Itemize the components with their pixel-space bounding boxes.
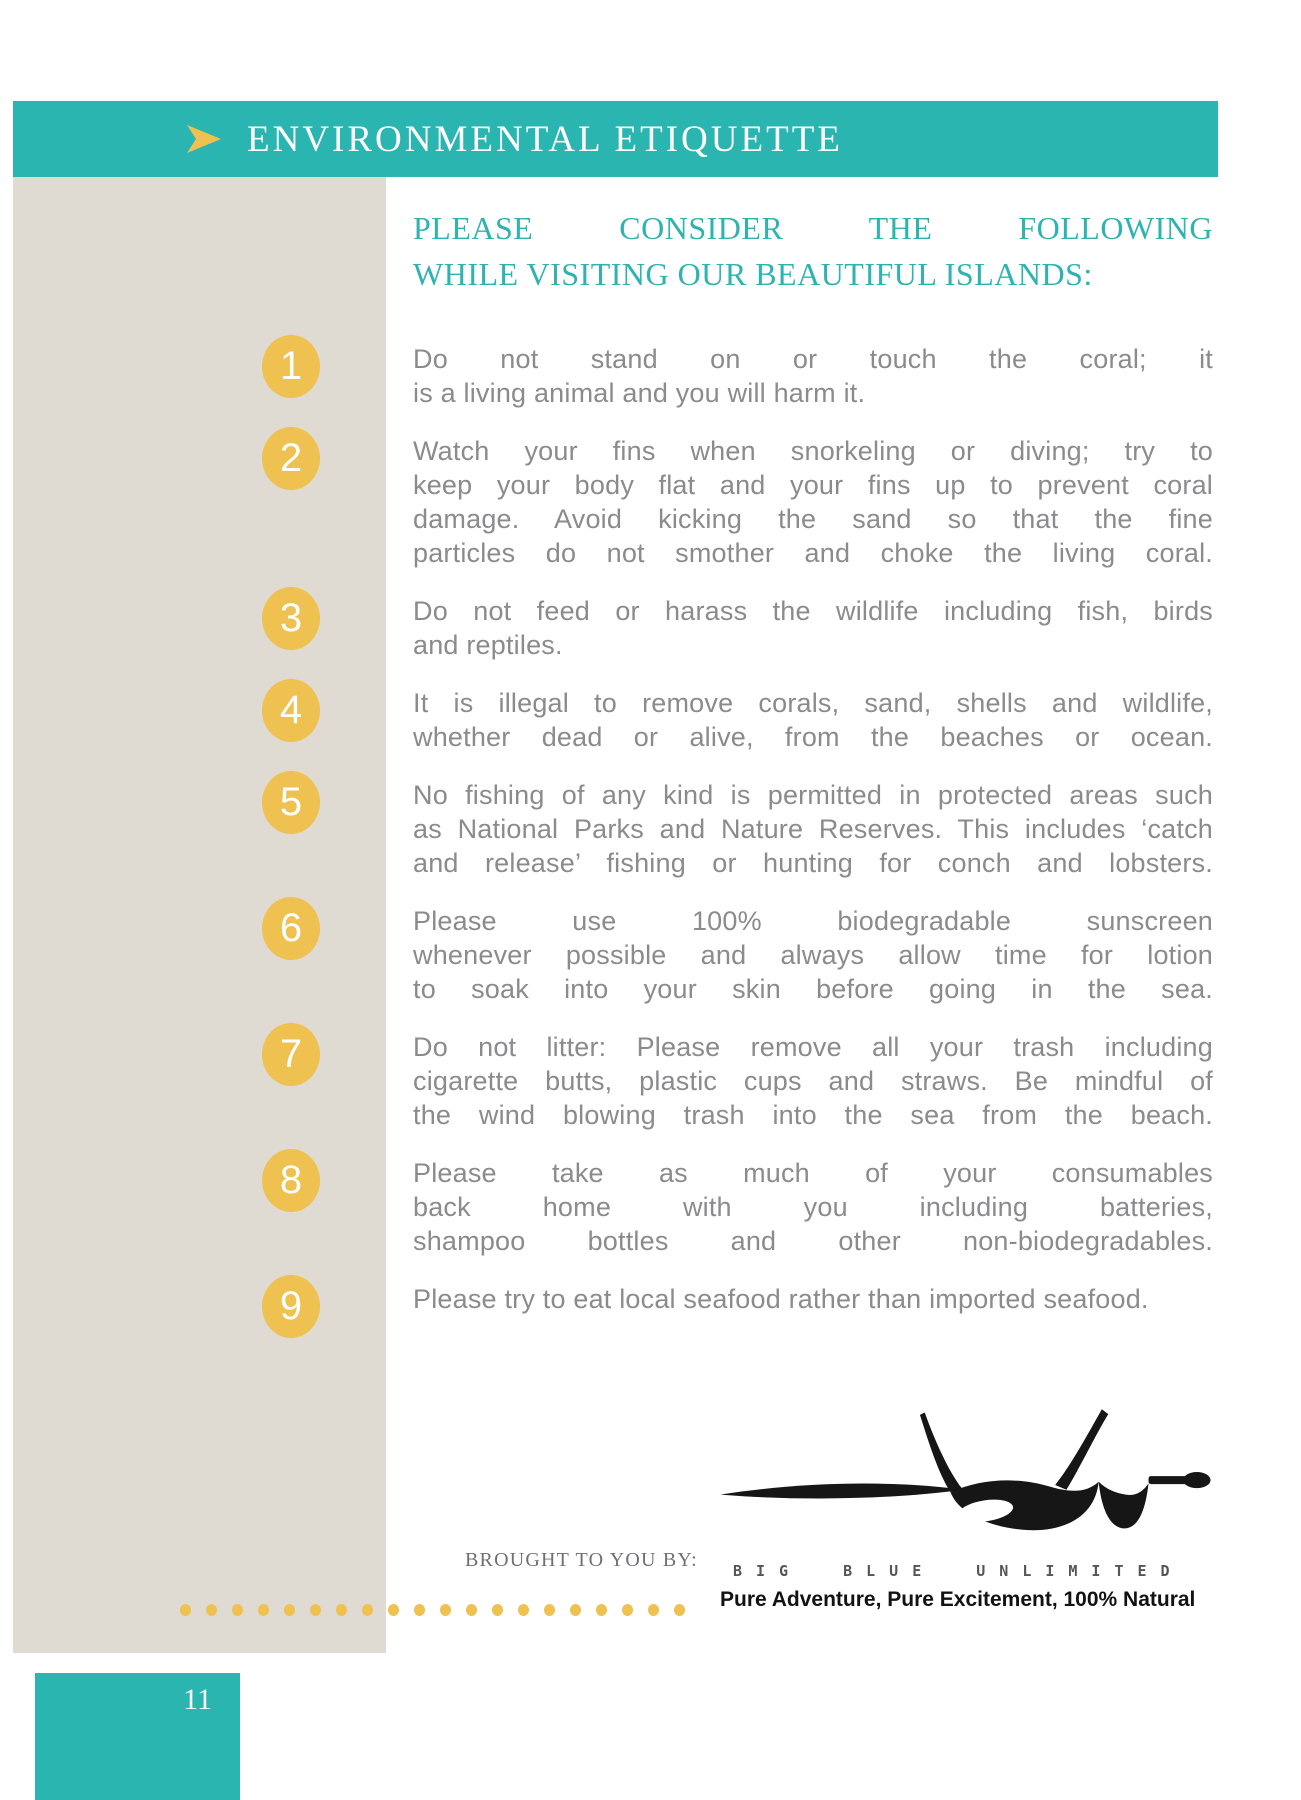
dot-icon	[180, 1604, 191, 1616]
dot-icon	[206, 1604, 217, 1616]
item-text-line: as National Parks and Nature Reserves. This includes ‘catch	[413, 814, 1213, 844]
list-item	[262, 904, 1213, 1006]
list-item	[262, 342, 1213, 410]
list-item	[262, 1156, 1213, 1258]
item-text-line: cigarette butts, plastic cups and straws. Be mindful of	[413, 1066, 1213, 1096]
item-text-line: No fishing of any kind is permitted in protected areas such	[413, 780, 1213, 810]
intro-line-2: WHILE VISITING OUR BEAUTIFUL ISLANDS:	[413, 256, 1093, 292]
item-text-line: is a living animal and you will harm it.	[413, 378, 866, 408]
item-number-badge: 9	[262, 1275, 320, 1338]
etiquette-list	[262, 342, 1213, 1362]
dot-icon	[336, 1604, 347, 1616]
dot-icon	[362, 1604, 373, 1616]
dot-icon	[232, 1604, 243, 1616]
list-item	[262, 434, 1213, 570]
dot-icon	[674, 1604, 685, 1616]
page-title: ENVIRONMENTAL ETIQUETTE	[247, 118, 843, 160]
item-text	[413, 594, 1213, 662]
page-number: 11	[183, 1683, 212, 1716]
item-text-line: Please take as much of your consumables	[413, 1158, 1213, 1188]
dot-icon	[440, 1604, 451, 1616]
brand-tagline: Pure Adventure, Pure Excitement, 100% Natural	[720, 1588, 1196, 1611]
dot-icon	[622, 1604, 633, 1616]
item-text	[413, 1156, 1213, 1258]
list-item	[262, 686, 1213, 754]
list-item	[262, 1282, 1213, 1338]
list-item	[262, 594, 1213, 662]
item-number-badge: 3	[262, 587, 320, 650]
item-number-badge: 1	[262, 335, 320, 398]
item-text-line: back home with you including batteries,	[413, 1192, 1213, 1222]
item-number-badge: 2	[262, 427, 320, 490]
dot-icon	[284, 1604, 295, 1616]
item-text	[413, 342, 1213, 410]
intro-heading	[413, 205, 1213, 297]
item-text-line: Please use 100% biodegradable sunscreen	[413, 906, 1213, 936]
item-text-line: whether dead or alive, from the beaches or ocean.	[413, 722, 1213, 752]
dot-icon	[388, 1604, 399, 1616]
brand-name: BIG BLUE UNLIMITED	[733, 1562, 1184, 1580]
item-text-line: Do not feed or harass the wildlife including fish, birds	[413, 596, 1213, 626]
item-text	[413, 434, 1213, 570]
intro-line-1: PLEASE CONSIDER THE FOLLOWING	[413, 210, 1213, 246]
item-text	[413, 1282, 1213, 1316]
arrow-icon	[187, 125, 221, 153]
dot-icon	[596, 1604, 607, 1616]
dot-icon	[310, 1604, 321, 1616]
item-text-line: shampoo bottles and other non-biodegradables.	[413, 1226, 1213, 1256]
item-text-line: Please try to eat local seafood rather than imported seafood.	[413, 1284, 1149, 1314]
dots-row	[180, 1604, 685, 1616]
header-bar	[13, 101, 1218, 177]
dot-icon	[466, 1604, 477, 1616]
dot-icon	[648, 1604, 659, 1616]
item-number-badge: 4	[262, 679, 320, 742]
item-text-line: the wind blowing trash into the sea from the beach.	[413, 1100, 1213, 1130]
item-number-badge: 8	[262, 1149, 320, 1212]
dot-icon	[258, 1604, 269, 1616]
item-text-line: and reptiles.	[413, 630, 563, 660]
page-number-block	[35, 1673, 240, 1800]
dot-icon	[544, 1604, 555, 1616]
list-item	[262, 778, 1213, 880]
item-text-line: damage. Avoid kicking the sand so that the fine	[413, 504, 1213, 534]
item-text-line: keep your body flat and your fins up to prevent coral	[413, 470, 1213, 500]
brought-by-label: BROUGHT TO YOU BY:	[465, 1549, 698, 1571]
item-text-line: Do not litter: Please remove all your trash including	[413, 1032, 1213, 1062]
item-text-line: It is illegal to remove corals, sand, shells and wildlife,	[413, 688, 1213, 718]
list-item	[262, 1030, 1213, 1132]
item-text-line: whenever possible and always allow time for lotion	[413, 940, 1213, 970]
item-text-line: particles do not smother and choke the living coral.	[413, 538, 1213, 568]
dot-icon	[414, 1604, 425, 1616]
item-text-line: to soak into your skin before going in the sea.	[413, 974, 1213, 1004]
item-text	[413, 1030, 1213, 1132]
dot-icon	[492, 1604, 503, 1616]
dot-icon	[518, 1604, 529, 1616]
item-text	[413, 686, 1213, 754]
item-number-badge: 5	[262, 771, 320, 834]
item-number-badge: 7	[262, 1023, 320, 1086]
item-text	[413, 778, 1213, 880]
item-text-line: and release’ fishing or hunting for conch and lobsters.	[413, 848, 1213, 878]
item-text-line: Watch your fins when snorkeling or diving; try to	[413, 436, 1213, 466]
item-text	[413, 904, 1213, 1006]
big-blue-unlimited-logo-icon	[715, 1398, 1215, 1559]
dot-icon	[570, 1604, 581, 1616]
item-number-badge: 6	[262, 897, 320, 960]
item-text-line: Do not stand on or touch the coral; it	[413, 344, 1213, 374]
